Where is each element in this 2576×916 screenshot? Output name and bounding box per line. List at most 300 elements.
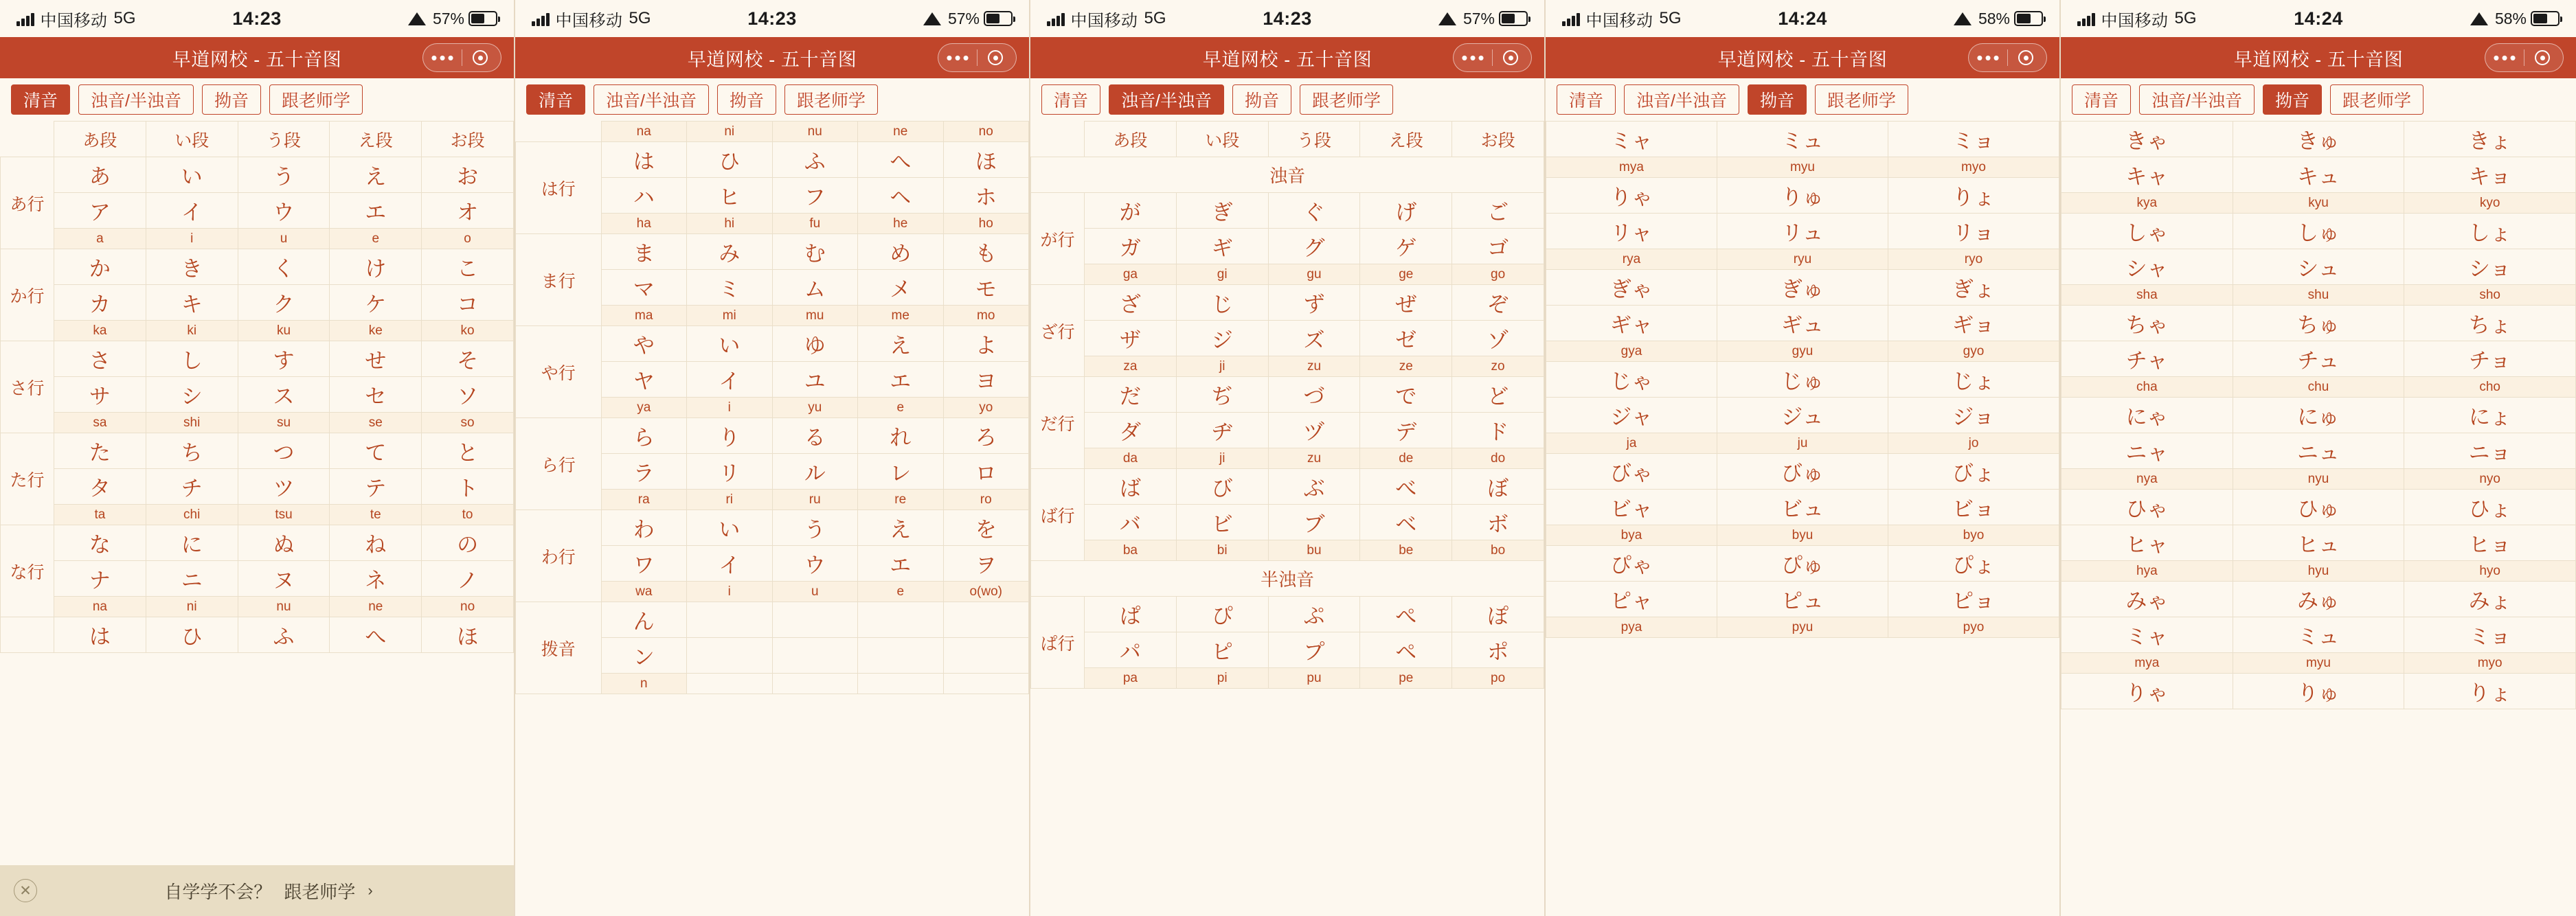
network-type-label: 5G <box>2174 9 2197 27</box>
katakana-cell: ヒャ <box>2061 525 2233 561</box>
hiragana-cell: せ <box>330 341 422 377</box>
tab-2[interactable]: 拗音 <box>717 84 776 115</box>
page-title: 早道网校 - 五十音图 <box>1717 49 1888 70</box>
hiragana-cell: へ <box>858 142 944 178</box>
close-target-icon[interactable] <box>462 50 498 65</box>
hiragana-cell: か <box>54 249 146 285</box>
wifi-icon <box>1438 12 1456 25</box>
tab-0[interactable]: 清音 <box>526 84 585 115</box>
romaji-cell: bo <box>1452 540 1544 561</box>
romaji-cell: u <box>772 582 858 602</box>
romaji-cell: mya <box>1546 157 1717 178</box>
close-target-icon[interactable] <box>2524 50 2560 65</box>
battery-indicator <box>433 10 497 28</box>
hiragana-cell: そ <box>422 341 514 377</box>
hiragana-cell: ざ <box>1085 285 1177 321</box>
katakana-cell: ヅ <box>1268 413 1360 448</box>
hiragana-cell: す <box>238 341 330 377</box>
romaji-cell: sa <box>54 413 146 433</box>
katakana-cell: ラ <box>601 454 687 490</box>
romaji-cell: no <box>943 122 1029 142</box>
romaji-cell: jo <box>1888 433 2059 454</box>
empty-cell <box>687 674 773 694</box>
close-target-icon[interactable] <box>2008 50 2044 65</box>
signal-bars-icon <box>2077 11 2095 26</box>
romaji-cell: sha <box>2061 285 2233 306</box>
katakana-cell: ビ <box>1176 505 1268 540</box>
romaji-cell: ke <box>330 321 422 341</box>
battery-fill <box>2533 14 2547 23</box>
window-controls <box>1453 43 1533 72</box>
katakana-cell: ト <box>422 469 514 505</box>
kana-board[interactable] <box>515 121 1029 916</box>
romaji-cell: ro <box>943 490 1029 510</box>
hiragana-cell: ぎゃ <box>1546 270 1717 306</box>
romaji-cell: ja <box>1546 433 1717 454</box>
close-target-icon[interactable] <box>1493 50 1528 65</box>
katakana-cell: ニョ <box>2404 433 2576 469</box>
hiragana-cell: は <box>601 142 687 178</box>
row-header: は行 <box>516 142 602 234</box>
tab-1[interactable]: 浊音/半浊音 <box>2139 84 2255 115</box>
katakana-cell: ミュ <box>1717 122 1888 157</box>
hiragana-cell: じゃ <box>1546 362 1717 398</box>
katakana-cell: テ <box>330 469 422 505</box>
empty-cell <box>687 602 773 638</box>
romaji-cell: na <box>54 597 146 617</box>
romaji-cell: myo <box>2404 653 2576 674</box>
romaji-cell: pu <box>1268 668 1360 689</box>
katakana-cell: メ <box>858 270 944 306</box>
romaji-cell: ba <box>1085 540 1177 561</box>
katakana-cell: ズ <box>1268 321 1360 356</box>
hiragana-cell: さ <box>54 341 146 377</box>
romaji-cell: a <box>54 229 146 249</box>
katakana-cell: ミュ <box>2233 617 2404 653</box>
battery-icon <box>2014 11 2043 26</box>
romaji-cell: ge <box>1360 264 1452 285</box>
katakana-cell: ギ <box>1176 229 1268 264</box>
katakana-cell: チュ <box>2233 341 2404 377</box>
hiragana-cell: や <box>601 326 687 362</box>
col-header-3: う段 <box>1268 122 1360 157</box>
title-bar <box>1030 37 1544 78</box>
romaji-cell: go <box>1452 264 1544 285</box>
close-target-icon[interactable] <box>978 50 1013 65</box>
romaji-cell: mya <box>2061 653 2233 674</box>
status-right <box>923 10 1013 28</box>
tab-1[interactable]: 浊音/半浊音 <box>594 84 709 115</box>
katakana-cell: ポ <box>1452 632 1544 668</box>
hiragana-cell: ん <box>601 602 687 638</box>
katakana-cell: リ <box>687 454 773 490</box>
romaji-cell: o <box>422 229 514 249</box>
romaji-cell: gyo <box>1888 341 2059 362</box>
wifi-icon <box>2470 12 2488 25</box>
window-controls <box>422 43 502 72</box>
katakana-cell: ゴ <box>1452 229 1544 264</box>
network-type-label: 5G <box>1144 9 1166 27</box>
romaji-cell: e <box>858 398 944 418</box>
title-bar <box>515 37 1029 78</box>
katakana-cell: フ <box>772 178 858 214</box>
katakana-cell: ウ <box>238 193 330 229</box>
romaji-cell: pi <box>1176 668 1268 689</box>
page-title: 早道网校 - 五十音图 <box>1202 49 1372 70</box>
hiragana-cell: う <box>238 157 330 193</box>
col-header-1: あ段 <box>1085 122 1177 157</box>
hiragana-cell: びょ <box>1888 454 2059 490</box>
katakana-cell: ヒ <box>687 178 773 214</box>
carrier-label: 中国移动 <box>2101 11 2169 30</box>
katakana-cell: ミョ <box>2404 617 2576 653</box>
empty-cell <box>772 638 858 674</box>
katakana-cell: リャ <box>1546 214 1717 249</box>
hiragana-cell: い <box>687 510 773 546</box>
romaji-cell: cha <box>2061 377 2233 398</box>
hiragana-cell: け <box>330 249 422 285</box>
tab-bar <box>2061 78 2576 121</box>
col-header-0 <box>1 122 54 157</box>
battery-percent-label: 57% <box>1462 9 1495 27</box>
romaji-cell: ta <box>54 505 146 525</box>
hiragana-cell: だ <box>1085 377 1177 413</box>
romaji-cell: se <box>330 413 422 433</box>
hiragana-cell: ぴゅ <box>1717 546 1888 582</box>
romaji-cell: me <box>858 306 944 326</box>
romaji-cell: ne <box>858 122 944 142</box>
banner-cta[interactable]: 跟老师学 <box>284 881 356 902</box>
hiragana-cell: れ <box>858 418 944 454</box>
battery-indicator <box>948 10 1013 28</box>
kana-table <box>1546 121 2059 638</box>
romaji-cell: e <box>330 229 422 249</box>
battery-fill <box>471 14 484 23</box>
romaji-cell: de <box>1360 448 1452 469</box>
more-options-icon[interactable]: ••• <box>1461 47 1487 68</box>
romaji-cell: byu <box>1717 525 1888 546</box>
carrier-label: 中国移动 <box>1070 11 1138 30</box>
hiragana-cell: う <box>772 510 858 546</box>
hiragana-cell: め <box>858 234 944 270</box>
hiragana-cell: い <box>687 326 773 362</box>
katakana-cell: オ <box>422 193 514 229</box>
hiragana-cell: ぎ <box>1176 193 1268 229</box>
status-bar <box>2061 0 2576 37</box>
hiragana-cell: しゃ <box>2061 214 2233 249</box>
romaji-cell: ji <box>1176 356 1268 377</box>
row-header: が行 <box>1031 193 1085 285</box>
romaji-cell: so <box>422 413 514 433</box>
page-title: 早道网校 - 五十音图 <box>172 49 342 70</box>
tab-bar <box>0 78 514 121</box>
katakana-cell: ヒョ <box>2404 525 2576 561</box>
hiragana-cell: ぐ <box>1268 193 1360 229</box>
row-header: ば行 <box>1031 469 1085 561</box>
romaji-cell: myu <box>2233 653 2404 674</box>
katakana-cell: ピュ <box>1717 582 1888 617</box>
romaji-cell: ryu <box>1717 249 1888 270</box>
hiragana-cell: りゃ <box>1546 178 1717 214</box>
signal-bars-icon <box>16 11 34 26</box>
katakana-cell: ホ <box>943 178 1029 214</box>
page-title: 早道网校 - 五十音图 <box>687 49 857 70</box>
empty-cell <box>687 638 773 674</box>
battery-indicator <box>1978 10 2043 28</box>
status-left <box>1047 7 1166 31</box>
romaji-cell: pa <box>1085 668 1177 689</box>
hiragana-cell: わ <box>601 510 687 546</box>
hiragana-cell: ぶ <box>1268 469 1360 505</box>
hiragana-cell: ば <box>1085 469 1177 505</box>
kana-board[interactable] <box>0 121 514 916</box>
katakana-cell: コ <box>422 285 514 321</box>
hiragana-cell: し <box>146 341 238 377</box>
katakana-cell: ゲ <box>1360 229 1452 264</box>
tab-bar <box>1546 78 2059 121</box>
katakana-cell: ビャ <box>1546 490 1717 525</box>
hiragana-cell: み <box>687 234 773 270</box>
section-title: 半浊音 <box>1031 561 1544 597</box>
signal-bars-icon <box>1047 11 1065 26</box>
hiragana-cell: い <box>146 157 238 193</box>
hiragana-cell: ぱ <box>1085 597 1177 632</box>
chevron-right-icon: › <box>368 882 373 899</box>
hiragana-cell: ぼ <box>1452 469 1544 505</box>
hiragana-cell: こ <box>422 249 514 285</box>
tab-3[interactable]: 跟老师学 <box>269 84 363 115</box>
romaji-cell: nya <box>2061 469 2233 490</box>
tab-2[interactable]: 拗音 <box>1748 84 1807 115</box>
hiragana-cell: ど <box>1452 377 1544 413</box>
romaji-cell: gu <box>1268 264 1360 285</box>
status-left <box>1562 7 1682 31</box>
kana-board[interactable] <box>2061 121 2576 916</box>
hiragana-cell: ぺ <box>1360 597 1452 632</box>
hiragana-cell: え <box>330 157 422 193</box>
hiragana-cell: へ <box>330 617 422 653</box>
tab-3[interactable]: 跟老师学 <box>2330 84 2424 115</box>
hiragana-cell: ぴゃ <box>1546 546 1717 582</box>
hiragana-cell: りょ <box>2404 674 2576 709</box>
status-clock: 14:23 <box>232 8 282 29</box>
row-header: ざ行 <box>1031 285 1085 377</box>
status-left <box>532 7 651 31</box>
romaji-cell: pyo <box>1888 617 2059 638</box>
col-header-2: い段 <box>146 122 238 157</box>
romaji-cell: mu <box>772 306 858 326</box>
katakana-cell: ブ <box>1268 505 1360 540</box>
hiragana-cell: ひょ <box>2404 490 2576 525</box>
hiragana-cell: じゅ <box>1717 362 1888 398</box>
tab-3[interactable]: 跟老师学 <box>1300 84 1393 115</box>
katakana-cell: ヲ <box>943 546 1029 582</box>
romaji-cell: mi <box>687 306 773 326</box>
katakana-cell: ジュ <box>1717 398 1888 433</box>
battery-icon <box>984 11 1013 26</box>
romaji-cell: ra <box>601 490 687 510</box>
kana-board[interactable] <box>1546 121 2059 916</box>
romaji-cell: ne <box>330 597 422 617</box>
hiragana-cell: きゃ <box>2061 122 2233 157</box>
banner-label: 自学学不会？ <box>164 881 272 902</box>
network-type-label: 5G <box>1659 9 1682 27</box>
katakana-cell: シュ <box>2233 249 2404 285</box>
tab-0[interactable]: 清音 <box>11 84 70 115</box>
katakana-cell: イ <box>687 546 773 582</box>
katakana-cell: ビュ <box>1717 490 1888 525</box>
hiragana-cell: あ <box>54 157 146 193</box>
row-header: や行 <box>516 326 602 418</box>
romaji-cell: hi <box>687 214 773 234</box>
status-right <box>408 10 497 28</box>
katakana-cell: ケ <box>330 285 422 321</box>
romaji-cell: hyo <box>2404 561 2576 582</box>
romaji-cell: he <box>858 214 944 234</box>
hiragana-cell: ね <box>330 525 422 561</box>
katakana-cell: ワ <box>601 546 687 582</box>
battery-percent-label: 57% <box>947 9 980 27</box>
wifi-icon <box>1954 12 1971 25</box>
col-header-4: え段 <box>1360 122 1452 157</box>
hiragana-cell: べ <box>1360 469 1452 505</box>
katakana-cell: ウ <box>772 546 858 582</box>
hiragana-cell: は <box>54 617 146 653</box>
katakana-cell: プ <box>1268 632 1360 668</box>
status-left <box>2077 7 2197 31</box>
tab-2[interactable]: 拗音 <box>202 84 261 115</box>
banner-text <box>37 878 500 904</box>
katakana-cell: リュ <box>1717 214 1888 249</box>
phone-screen-2 <box>515 0 1030 916</box>
status-clock: 14:24 <box>2294 8 2343 29</box>
more-options-icon[interactable]: ••• <box>431 47 456 68</box>
katakana-cell: ギョ <box>1888 306 2059 341</box>
row-header: だ行 <box>1031 377 1085 469</box>
empty-cell <box>943 674 1029 694</box>
hiragana-cell: きゅ <box>2233 122 2404 157</box>
tab-0[interactable]: 清音 <box>1557 84 1616 115</box>
tab-0[interactable]: 清音 <box>1041 84 1100 115</box>
wifi-icon <box>923 12 941 25</box>
battery-percent-label: 58% <box>1978 9 2010 27</box>
tab-3[interactable]: 跟老师学 <box>784 84 878 115</box>
promo-banner[interactable] <box>0 865 514 916</box>
katakana-cell: リョ <box>1888 214 2059 249</box>
romaji-cell: zo <box>1452 356 1544 377</box>
katakana-cell: エ <box>858 546 944 582</box>
tab-3[interactable]: 跟老师学 <box>1815 84 1908 115</box>
window-controls <box>1968 43 2048 72</box>
hiragana-cell: みゅ <box>2233 582 2404 617</box>
row-header: ぱ行 <box>1031 597 1085 689</box>
hiragana-cell: ひゃ <box>2061 490 2233 525</box>
col-header-1: あ段 <box>54 122 146 157</box>
katakana-cell: マ <box>601 270 687 306</box>
tab-1[interactable]: 浊音/半浊音 <box>1109 84 1224 115</box>
katakana-cell: ジ <box>1176 321 1268 356</box>
hiragana-cell: ご <box>1452 193 1544 229</box>
tab-1[interactable]: 浊音/半浊音 <box>1624 84 1739 115</box>
kana-table <box>1030 121 1544 689</box>
tab-2[interactable]: 拗音 <box>1232 84 1291 115</box>
romaji-cell: i <box>687 398 773 418</box>
hiragana-cell: じょ <box>1888 362 2059 398</box>
romaji-cell: o(wo) <box>943 582 1029 602</box>
phone-screen-1 <box>0 0 515 916</box>
romaji-cell: myu <box>1717 157 1888 178</box>
hiragana-cell: き <box>146 249 238 285</box>
row-header: な行 <box>1 525 54 617</box>
katakana-cell: ヌ <box>238 561 330 597</box>
empty-cell <box>858 674 944 694</box>
romaji-cell: rya <box>1546 249 1717 270</box>
romaji-cell: n <box>601 674 687 694</box>
katakana-cell: バ <box>1085 505 1177 540</box>
hiragana-cell: な <box>54 525 146 561</box>
katakana-cell: パ <box>1085 632 1177 668</box>
katakana-cell: イ <box>146 193 238 229</box>
katakana-cell: ダ <box>1085 413 1177 448</box>
hiragana-cell: ぴょ <box>1888 546 2059 582</box>
network-type-label: 5G <box>629 9 651 27</box>
hiragana-cell: も <box>943 234 1029 270</box>
katakana-cell: ミ <box>687 270 773 306</box>
col-header-3: う段 <box>238 122 330 157</box>
hiragana-cell: び <box>1176 469 1268 505</box>
tab-2[interactable]: 拗音 <box>2263 84 2322 115</box>
col-header-5: お段 <box>422 122 514 157</box>
katakana-cell: ノ <box>422 561 514 597</box>
katakana-cell: ヨ <box>943 362 1029 398</box>
romaji-cell: za <box>1085 356 1177 377</box>
katakana-cell: ル <box>772 454 858 490</box>
row-header: ら行 <box>516 418 602 510</box>
katakana-cell: ピョ <box>1888 582 2059 617</box>
hiragana-cell: え <box>858 510 944 546</box>
hiragana-cell: ふ <box>238 617 330 653</box>
col-header-2: い段 <box>1176 122 1268 157</box>
katakana-cell: シ <box>146 377 238 413</box>
romaji-cell: re <box>858 490 944 510</box>
romaji-cell: da <box>1085 448 1177 469</box>
romaji-cell: ga <box>1085 264 1177 285</box>
katakana-cell: ク <box>238 285 330 321</box>
katakana-cell: レ <box>858 454 944 490</box>
romaji-cell: chu <box>2233 377 2404 398</box>
katakana-cell: キュ <box>2233 157 2404 193</box>
romaji-cell: fu <box>772 214 858 234</box>
katakana-cell: グ <box>1268 229 1360 264</box>
battery-indicator <box>2495 10 2560 28</box>
tab-1[interactable]: 浊音/半浊音 <box>78 84 194 115</box>
romaji-cell: i <box>687 582 773 602</box>
more-options-icon[interactable]: ••• <box>2493 47 2518 68</box>
katakana-cell: ギャ <box>1546 306 1717 341</box>
tab-0[interactable]: 清音 <box>2072 84 2131 115</box>
more-options-icon[interactable]: ••• <box>1976 47 2002 68</box>
romaji-cell: nyo <box>2404 469 2576 490</box>
close-icon[interactable]: ✕ <box>14 879 37 902</box>
hiragana-cell: た <box>54 433 146 469</box>
hiragana-cell: にゃ <box>2061 398 2233 433</box>
romaji-cell: do <box>1452 448 1544 469</box>
more-options-icon[interactable]: ••• <box>946 47 971 68</box>
katakana-cell: チ <box>146 469 238 505</box>
hiragana-cell: て <box>330 433 422 469</box>
kana-board[interactable] <box>1030 121 1544 916</box>
romaji-cell: sho <box>2404 285 2576 306</box>
